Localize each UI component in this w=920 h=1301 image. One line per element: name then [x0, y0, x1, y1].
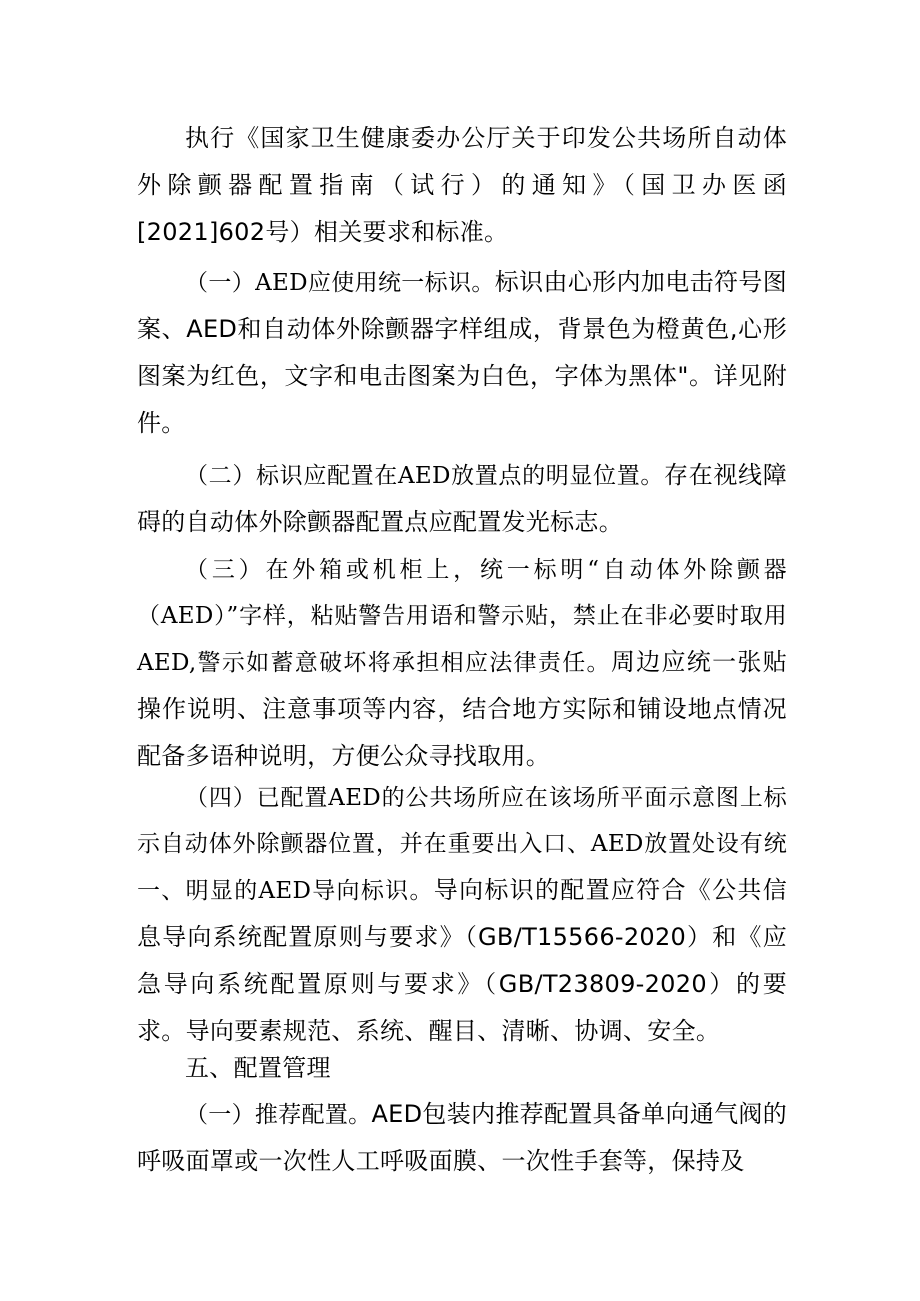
section-heading: 五、配置管理	[185, 1054, 331, 1082]
intro-paragraph	[137, 115, 787, 256]
mgmt-1-text: AED包装内推荐配置具备单向通气阀的呼吸面罩或一次性人工呼吸面膜、一次性手套等，保持及	[137, 1100, 787, 1175]
item-3-lead: （三）在外箱或机柜上，统一标明“自动体外除颤器（AED）”字样，粘贴警告用语和警示贴，禁止在非必要时取用AED,警示如蓄意破坏将承担相应法律责任。	[137, 557, 787, 676]
item-4-paragraph	[137, 775, 787, 1055]
intro-text: 执行《国家卫生健康委办公厅关于印发公共场所自动体外除颤器配置指南（试行）的通知》（国卫办医函[2021]602号）相关要求和标准。	[137, 124, 787, 246]
mgmt-1-lead: （一）推荐配置。	[185, 1102, 372, 1128]
item-2-lead: （二）标识应配置在AED放置点的明显位置。	[185, 463, 665, 489]
item-4-text: 导向标识的配置应符合《公共信息导向系统配置原则与要求》（GB/T15566-2020）和《应急导向系统配置原则与要求》（GB/T23809-2020）的要求。导向要素规范、系统、醒目、清晰、协调、安全。	[137, 876, 787, 1045]
item-1-lead: （一）AED应使用统一标识。	[185, 270, 495, 296]
item-2-text: 存在视线障碍的自动体外除颤器配置点应配置发光标志。	[137, 461, 788, 536]
item-2-paragraph	[137, 452, 787, 546]
item-4-lead: （四）已配置AED的公共场所应在该场所平面示意图上标示自动体外除颤器位置，并在重要出入口、AED放置处设有统一、明显的AED导向标识。	[137, 785, 787, 904]
item-3-paragraph	[137, 547, 787, 780]
mgmt-1-paragraph	[137, 1091, 787, 1185]
item-1-paragraph	[137, 259, 787, 447]
item-1-text: 标识由心形内加电击符号图案、AED和自动体外除颤器字样组成，背景色为橙黄色,心形图案为红色，文字和电击图案为白色，字体为黑体"。详见附件。	[137, 268, 787, 437]
item-3-text: 周边应统一张贴操作说明、注意事项等内容，结合地方实际和铺设地点情况配备多语种说明，方便公众寻找取用。	[137, 648, 787, 770]
